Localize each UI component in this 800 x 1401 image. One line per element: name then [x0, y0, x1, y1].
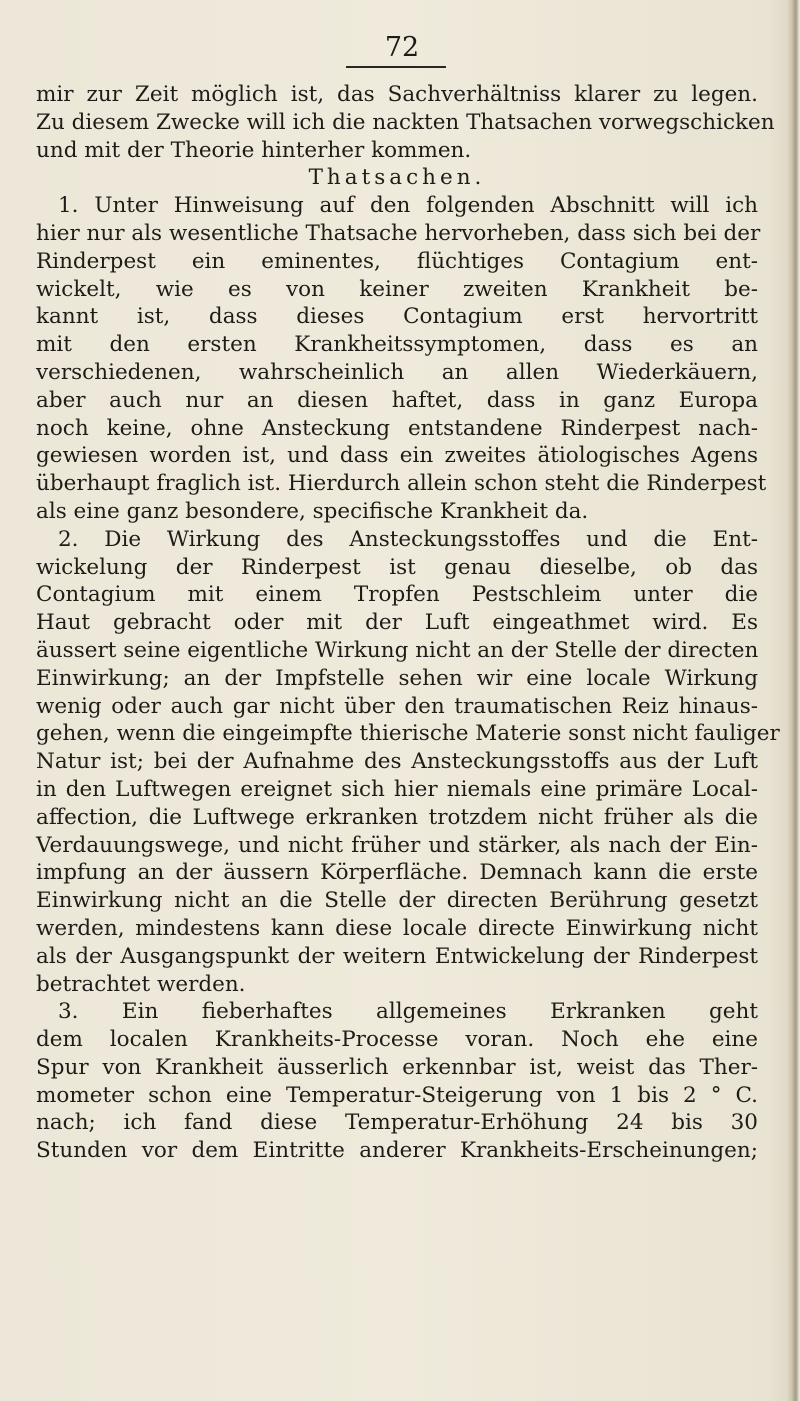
text-line: überhaupt fraglich ist. Hierdurch allein schon steht die Rinderpest — [36, 471, 767, 497]
text-line: Rinderpest ein eminentes, flüchtiges Contagium ent- — [36, 248, 758, 274]
text-line: kannt ist, dass dieses Contagium erst hervortritt — [36, 304, 758, 330]
page-number: 72 — [384, 32, 420, 63]
text-line: impfung an der äussern Körperfläche. Demnach kann die erste — [36, 860, 758, 886]
text-line: affection, die Luftwege erkranken trotzdem nicht früher als die — [36, 804, 758, 830]
text-line: Spur von Krankheit äusserlich erkennbar ist, weist das Ther- — [36, 1054, 758, 1080]
text-line: wickelung der Rinderpest ist genau dieselbe, ob das — [36, 554, 758, 580]
text-line: mometer schon eine Temperatur-Steigerung von 1 bis 2 ° C. — [36, 1082, 758, 1108]
body-text — [36, 81, 780, 1165]
text-line: noch keine, ohne Ansteckung entstandene Rinderpest nach- — [36, 415, 758, 441]
text-line: Einwirkung; an der Impfstelle sehen wir eine locale Wirkung — [36, 665, 758, 691]
text-line: Einwirkung nicht an die Stelle der directen Berührung gesetzt — [36, 888, 758, 914]
section-heading: Thatsachen. — [308, 165, 486, 191]
text-line: hier nur als wesentliche Thatsache hervorheben, dass sich bei der — [36, 220, 761, 246]
text-line: Natur ist; bei der Aufnahme des Ansteckungsstoffs aus der Luft — [36, 749, 758, 775]
text-line: als der Ausgangspunkt der weitern Entwickelung der Rinderpest — [36, 943, 758, 969]
page-number-rule — [346, 66, 446, 68]
text-line: 2. Die Wirkung des Ansteckungsstoffes und die Ent- — [58, 526, 758, 552]
text-line: Verdauungswege, und nicht früher und stärker, als nach der Ein- — [36, 832, 758, 858]
text-line: äussert seine eigentliche Wirkung nicht an der Stelle der directen — [36, 637, 759, 663]
text-line: Stunden vor dem Eintritte anderer Krankheits-Erscheinungen; — [36, 1138, 758, 1164]
text-line: in den Luftwegen ereignet sich hier niemals eine primäre Local- — [36, 776, 758, 802]
text-line: gehen, wenn die eingeimpfte thierische Materie sonst nicht fauliger — [36, 721, 780, 747]
text-line: nach; ich fand diese Temperatur-Erhöhung 24 bis 30 — [36, 1110, 758, 1136]
text-line: mir zur Zeit möglich ist, das Sachverhältniss klarer zu legen. — [36, 82, 758, 107]
text-line: gewiesen worden ist, und dass ein zweites ätiologisches Agens — [36, 443, 758, 469]
text-line: Haut gebracht oder mit der Luft eingeathmet wird. Es — [36, 610, 758, 636]
text-line: betrachtet werden. — [36, 971, 246, 997]
text-line: dem localen Krankheits-Processe voran. Noch ehe eine — [36, 1027, 758, 1053]
text-line: und mit der Theorie hinterher kommen. — [36, 137, 472, 163]
text-line: aber auch nur an diesen haftet, dass in ganz Europa — [36, 387, 758, 413]
text-line: Contagium mit einem Tropfen Pestschleim unter die — [36, 582, 758, 608]
text-line: 1. Unter Hinweisung auf den folgenden Abschnitt will ich — [58, 193, 758, 219]
text-line: verschiedenen, wahrscheinlich an allen Wiederkäuern, — [36, 359, 758, 385]
text-line: 3. Ein fieberhaftes allgemeines Erkranken geht — [58, 999, 758, 1025]
text-line: als eine ganz besondere, specifische Krankheit da. — [36, 498, 589, 524]
text-line: Zu diesem Zwecke will ich die nackten Thatsachen vorwegschicken — [36, 109, 775, 135]
text-line: wenig oder auch gar nicht über den traumatischen Reiz hinaus- — [36, 693, 758, 719]
text-line: mit den ersten Krankheitssymptomen, dass es an — [36, 332, 758, 358]
text-line: wickelt, wie es von keiner zweiten Krankheit be- — [36, 276, 758, 302]
text-line: werden, mindestens kann diese locale directe Einwirkung nicht — [36, 915, 758, 941]
page-edge — [786, 0, 800, 1401]
